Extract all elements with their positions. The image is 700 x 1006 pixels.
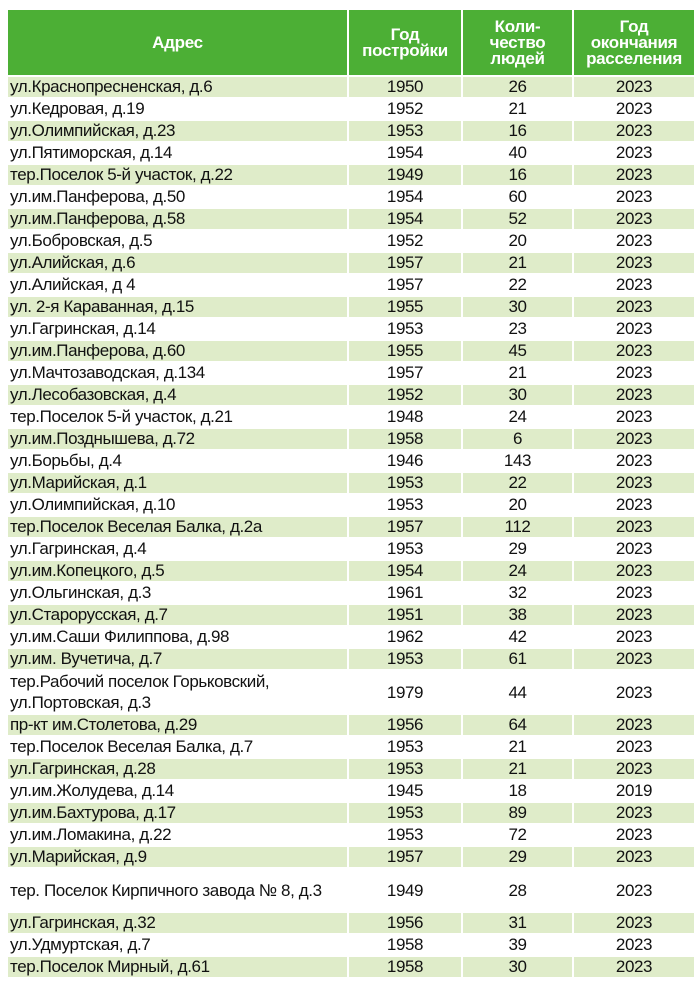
cell-people: 23 (462, 318, 573, 340)
cell-people: 24 (462, 560, 573, 582)
cell-year-built: 1955 (348, 340, 462, 362)
cell-year-built: 1953 (348, 318, 462, 340)
table-row (7, 538, 695, 560)
cell-year-built: 1958 (348, 934, 462, 956)
cell-address: ул.Гагринская, д.32 (7, 912, 348, 934)
cell-year-built: 1952 (348, 98, 462, 120)
cell-year-end: 2023 (573, 934, 695, 956)
header-year-built: Год постройки (348, 9, 462, 76)
cell-year-end: 2023 (573, 252, 695, 274)
cell-year-end: 2023 (573, 164, 695, 186)
cell-address: ул.Удмуртская, д.7 (7, 934, 348, 956)
cell-address: ул.Марийская, д.9 (7, 846, 348, 868)
cell-year-end: 2023 (573, 186, 695, 208)
cell-year-end: 2023 (573, 384, 695, 406)
table-row (7, 230, 695, 252)
table-row (7, 648, 695, 670)
cell-year-built: 1954 (348, 142, 462, 164)
cell-people: 21 (462, 252, 573, 274)
cell-people: 16 (462, 120, 573, 142)
cell-address: ул.Гагринская, д.4 (7, 538, 348, 560)
table-row (7, 142, 695, 164)
cell-address: ул.им.Копецкого, д.5 (7, 560, 348, 582)
cell-address: ул.им. Вучетича, д.7 (7, 648, 348, 670)
table-row (7, 736, 695, 758)
cell-year-built: 1951 (348, 604, 462, 626)
cell-address: ул.им.Панферова, д.60 (7, 340, 348, 362)
cell-people: 22 (462, 274, 573, 296)
cell-people: 45 (462, 340, 573, 362)
table-row (7, 714, 695, 736)
cell-year-end: 2023 (573, 670, 695, 714)
table-row (7, 846, 695, 868)
cell-address: ул.Старорусская, д.7 (7, 604, 348, 626)
cell-people: 21 (462, 736, 573, 758)
cell-address: ул.Олимпийская, д.23 (7, 120, 348, 142)
table-row (7, 318, 695, 340)
cell-year-built: 1953 (348, 648, 462, 670)
table-row (7, 384, 695, 406)
cell-year-built: 1950 (348, 76, 462, 98)
cell-year-built: 1957 (348, 252, 462, 274)
table-row (7, 582, 695, 604)
cell-year-end: 2019 (573, 780, 695, 802)
cell-people: 39 (462, 934, 573, 956)
cell-year-built: 1954 (348, 186, 462, 208)
cell-people: 22 (462, 472, 573, 494)
cell-people: 42 (462, 626, 573, 648)
table-body (7, 76, 695, 978)
cell-year-built: 1953 (348, 736, 462, 758)
cell-address: ул.Марийская, д.1 (7, 472, 348, 494)
cell-year-end: 2023 (573, 450, 695, 472)
cell-year-end: 2023 (573, 802, 695, 824)
cell-people: 6 (462, 428, 573, 450)
cell-year-built: 1953 (348, 758, 462, 780)
cell-address: тер.Поселок Веселая Балка, д.7 (7, 736, 348, 758)
cell-year-built: 1953 (348, 494, 462, 516)
header-address: Адрес (7, 9, 348, 76)
cell-address: ул.им.Панферова, д.58 (7, 208, 348, 230)
table-row (7, 912, 695, 934)
cell-people: 61 (462, 648, 573, 670)
header-people: Коли- чество людей (462, 9, 573, 76)
table-row (7, 296, 695, 318)
cell-year-built: 1957 (348, 274, 462, 296)
cell-year-built: 1953 (348, 802, 462, 824)
cell-address: ул.Кедровая, д.19 (7, 98, 348, 120)
cell-people: 89 (462, 802, 573, 824)
cell-year-built: 1958 (348, 956, 462, 978)
cell-address: ул.Борьбы, д.4 (7, 450, 348, 472)
cell-address: ул.Алийская, д 4 (7, 274, 348, 296)
cell-people: 38 (462, 604, 573, 626)
table-row (7, 208, 695, 230)
cell-address: ул.Бобровская, д.5 (7, 230, 348, 252)
cell-address: ул.Лесобазовская, д.4 (7, 384, 348, 406)
table-row (7, 406, 695, 428)
cell-year-end: 2023 (573, 648, 695, 670)
table-row (7, 758, 695, 780)
cell-address: ул.им.Позднышева, д.72 (7, 428, 348, 450)
table-row (7, 186, 695, 208)
cell-people: 30 (462, 384, 573, 406)
cell-year-built: 1957 (348, 846, 462, 868)
cell-address: ул.Краснопресненская, д.6 (7, 76, 348, 98)
table-row (7, 340, 695, 362)
cell-year-end: 2023 (573, 208, 695, 230)
cell-people: 20 (462, 494, 573, 516)
cell-year-built: 1949 (348, 164, 462, 186)
cell-people: 29 (462, 538, 573, 560)
cell-address: ул. 2-я Караванная, д.15 (7, 296, 348, 318)
table-row (7, 670, 695, 714)
cell-year-end: 2023 (573, 824, 695, 846)
table-row (7, 120, 695, 142)
cell-people: 16 (462, 164, 573, 186)
cell-year-built: 1953 (348, 472, 462, 494)
cell-year-built: 1948 (348, 406, 462, 428)
cell-year-end: 2023 (573, 582, 695, 604)
cell-address: тер.Поселок 5-й участок, д.22 (7, 164, 348, 186)
cell-address: ул.Пятиморская, д.14 (7, 142, 348, 164)
cell-year-end: 2023 (573, 296, 695, 318)
cell-year-end: 2023 (573, 230, 695, 252)
cell-year-built: 1945 (348, 780, 462, 802)
header-year-end: Год окончания расселения (573, 9, 695, 76)
table-row (7, 494, 695, 516)
cell-people: 28 (462, 868, 573, 912)
table-row (7, 824, 695, 846)
table-row (7, 956, 695, 978)
cell-address: ул.им.Саши Филиппова, д.98 (7, 626, 348, 648)
cell-year-end: 2023 (573, 362, 695, 384)
cell-people: 31 (462, 912, 573, 934)
table-row (7, 98, 695, 120)
table-row (7, 450, 695, 472)
table-row (7, 472, 695, 494)
cell-people: 72 (462, 824, 573, 846)
cell-year-end: 2023 (573, 340, 695, 362)
cell-people: 29 (462, 846, 573, 868)
cell-people: 40 (462, 142, 573, 164)
cell-people: 64 (462, 714, 573, 736)
cell-year-built: 1946 (348, 450, 462, 472)
cell-year-end: 2023 (573, 758, 695, 780)
cell-people: 30 (462, 296, 573, 318)
cell-year-end: 2023 (573, 274, 695, 296)
cell-year-end: 2023 (573, 736, 695, 758)
cell-address: ул.им.Жолудева, д.14 (7, 780, 348, 802)
cell-address: ул.им.Панферова, д.50 (7, 186, 348, 208)
cell-year-built: 1952 (348, 230, 462, 252)
table-row (7, 934, 695, 956)
cell-year-end: 2023 (573, 494, 695, 516)
cell-year-end: 2023 (573, 560, 695, 582)
table-row (7, 626, 695, 648)
cell-address: ул.Гагринская, д.14 (7, 318, 348, 340)
cell-address: тер.Поселок 5-й участок, д.21 (7, 406, 348, 428)
cell-year-built: 1958 (348, 428, 462, 450)
cell-address: тер.Рабочий поселок Горьковский, ул.Портовская, д.3 (7, 670, 348, 714)
table-row (7, 428, 695, 450)
table-row (7, 868, 695, 912)
cell-year-end: 2023 (573, 318, 695, 340)
cell-address: тер. Поселок Кирпичного завода № 8, д.3 (7, 868, 348, 912)
cell-year-end: 2023 (573, 120, 695, 142)
cell-address: тер.Поселок Мирный, д.61 (7, 956, 348, 978)
table-row (7, 76, 695, 98)
cell-people: 20 (462, 230, 573, 252)
cell-address: ул.Алийская, д.6 (7, 252, 348, 274)
cell-year-built: 1957 (348, 516, 462, 538)
cell-address: ул.им.Ломакина, д.22 (7, 824, 348, 846)
cell-year-end: 2023 (573, 98, 695, 120)
cell-year-end: 2023 (573, 406, 695, 428)
cell-address: ул.им.Бахтурова, д.17 (7, 802, 348, 824)
cell-year-end: 2023 (573, 472, 695, 494)
cell-people: 32 (462, 582, 573, 604)
table-header (7, 9, 695, 76)
resettlement-table-container (6, 8, 694, 979)
cell-year-built: 1956 (348, 912, 462, 934)
table-row (7, 604, 695, 626)
cell-year-built: 1954 (348, 208, 462, 230)
cell-year-built: 1953 (348, 538, 462, 560)
cell-year-built: 1953 (348, 120, 462, 142)
cell-year-end: 2023 (573, 912, 695, 934)
cell-people: 18 (462, 780, 573, 802)
cell-people: 24 (462, 406, 573, 428)
cell-address: ул.Мачтозаводская, д.134 (7, 362, 348, 384)
cell-year-end: 2023 (573, 516, 695, 538)
cell-people: 60 (462, 186, 573, 208)
cell-year-end: 2023 (573, 714, 695, 736)
cell-people: 112 (462, 516, 573, 538)
cell-year-end: 2023 (573, 604, 695, 626)
cell-people: 30 (462, 956, 573, 978)
cell-year-built: 1955 (348, 296, 462, 318)
cell-year-built: 1957 (348, 362, 462, 384)
table-row (7, 780, 695, 802)
cell-address: ул.Олимпийская, д.10 (7, 494, 348, 516)
table-row (7, 516, 695, 538)
resettlement-table (6, 8, 696, 979)
cell-people: 21 (462, 758, 573, 780)
cell-people: 52 (462, 208, 573, 230)
table-row (7, 560, 695, 582)
cell-year-end: 2023 (573, 846, 695, 868)
cell-people: 21 (462, 362, 573, 384)
cell-people: 26 (462, 76, 573, 98)
cell-address: ул.Гагринская, д.28 (7, 758, 348, 780)
cell-year-end: 2023 (573, 142, 695, 164)
cell-address: пр-кт им.Столетова, д.29 (7, 714, 348, 736)
cell-year-end: 2023 (573, 538, 695, 560)
cell-year-built: 1953 (348, 824, 462, 846)
cell-year-end: 2023 (573, 868, 695, 912)
cell-year-built: 1949 (348, 868, 462, 912)
cell-people: 21 (462, 98, 573, 120)
cell-year-built: 1979 (348, 670, 462, 714)
cell-year-built: 1952 (348, 384, 462, 406)
cell-year-built: 1961 (348, 582, 462, 604)
cell-people: 143 (462, 450, 573, 472)
table-row (7, 802, 695, 824)
cell-year-built: 1956 (348, 714, 462, 736)
table-row (7, 362, 695, 384)
table-row (7, 164, 695, 186)
table-row (7, 274, 695, 296)
cell-year-end: 2023 (573, 76, 695, 98)
cell-year-end: 2023 (573, 626, 695, 648)
cell-year-end: 2023 (573, 956, 695, 978)
table-row (7, 252, 695, 274)
cell-year-built: 1962 (348, 626, 462, 648)
cell-people: 44 (462, 670, 573, 714)
cell-address: ул.Ольгинская, д.3 (7, 582, 348, 604)
cell-year-built: 1954 (348, 560, 462, 582)
cell-year-end: 2023 (573, 428, 695, 450)
cell-address: тер.Поселок Веселая Балка, д.2а (7, 516, 348, 538)
